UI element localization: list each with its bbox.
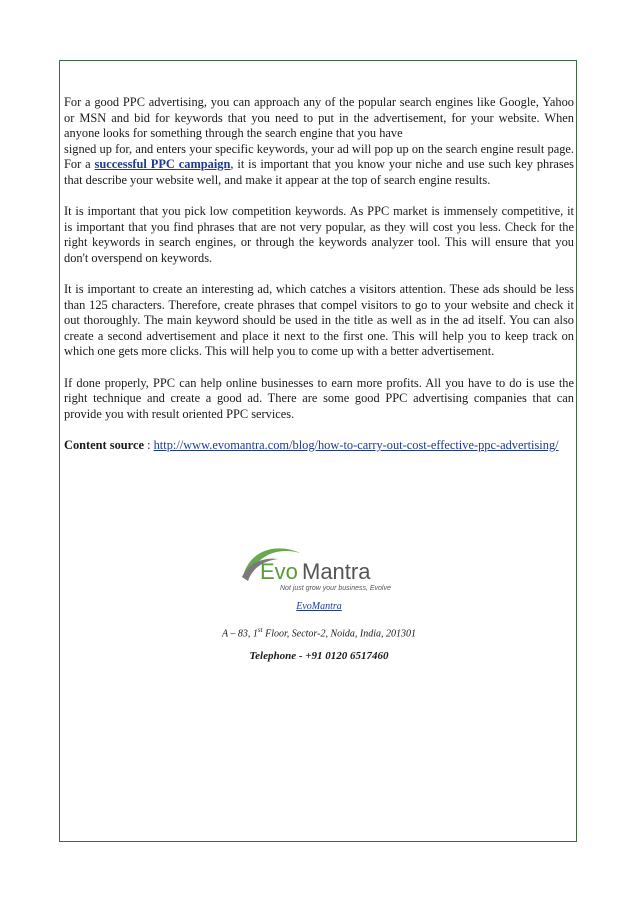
paragraph-1-part-a: For a good PPC advertising, you can approach any of the popular search engines like Google, Yahoo or MSN and bid for keywords that you need to put in the advertisement, for your website. When anyone looks for something through the search engine that you have: [64, 95, 574, 140]
footer-company-name: [0, 601, 638, 612]
logo-text-mantra: Mantra: [302, 559, 371, 584]
paragraph-1-part-b: signed up for, and enters your specific keywords, your ad will pop up on the search engine result page. For a: [64, 141, 574, 171]
content-source-separator: :: [143, 438, 154, 452]
content-source-label: Content source: [64, 438, 144, 452]
footer-address-part-a: A – 83, 1: [221, 628, 258, 640]
content-source-link[interactable]: http://www.evomantra.com/blog/how-to-carry-out-cost-effective-ppc-advertising/: [153, 438, 559, 452]
logo-text-evo: Evo: [260, 559, 298, 584]
footer-address-sup: st: [257, 626, 263, 634]
footer-company-link[interactable]: EvoMantra: [296, 601, 342, 612]
footer-address: [0, 626, 638, 639]
footer-phone: Telephone - +91 0120 6517460: [249, 650, 389, 662]
footer-address-part-b: Floor, Sector-2, Noida, India, 201301: [262, 628, 416, 640]
document-body: [64, 95, 574, 470]
paragraph-1-part-c: , it is important that you know your niche and use such key phrases that describe your website well, and make it appear at the top of search engine results.: [64, 157, 574, 187]
paragraph-3: It is important to create an interesting ad, which catches a visitors attention. These ads should be less than 125 characters. Therefore, create phrases that compel visitors to go to your website and check it out thoroughly. The main keyword should be used in the title as well as in the ad itself. You can also create a second advertisement and place it next to the first one. This will help you to keep track on which one gets more clicks. This will help you to come up with a better advertisement.: [64, 282, 574, 358]
paragraph-1: [64, 95, 574, 188]
evomantra-logo: [238, 543, 418, 593]
successful-ppc-campaign-link[interactable]: successful PPC campaign: [94, 157, 231, 171]
paragraph-4: If done properly, PPC can help online businesses to earn more profits. All you have to do is use the right technique and create a good ad. There are some good PPC advertising companies that can provide you with result oriented PPC services.: [64, 375, 574, 421]
paragraph-2: It is important that you pick low competition keywords. As PPC market is immensely competitive, it is important that you find phrases that are not very popular, as they will cost you less. Check for the right keywords in search engines, or through the keywords analyzer tool. This will ensure that you don't overspend on keywords.: [64, 204, 574, 265]
content-source: [64, 438, 574, 454]
logo-tagline: Not just grow your business, Evolve: [280, 585, 391, 592]
